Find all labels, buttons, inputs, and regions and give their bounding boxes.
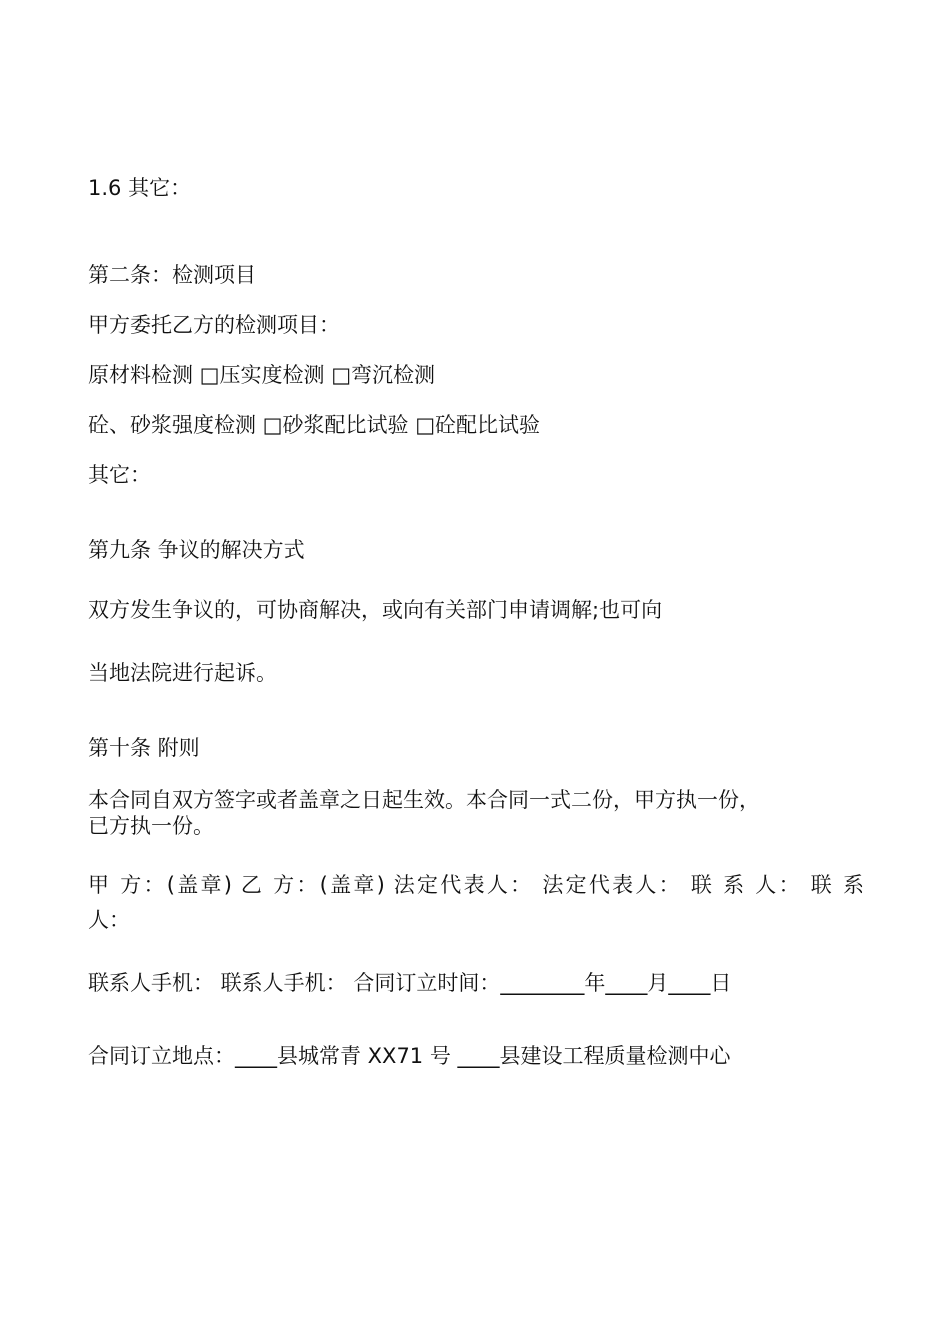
article-9-text-line-2: 当地法院进行起诉。: [88, 661, 277, 685]
article-2-other: 其它：: [88, 463, 151, 487]
article-2-intro: 甲方委托乙方的检测项目：: [88, 313, 340, 337]
article-9-title: 第九条 争议的解决方式: [88, 538, 305, 562]
article-10-title: 第十条 附则: [88, 736, 200, 760]
signature-parties-line-1: 甲 方：(盖章) 乙 方：(盖章) 法定代表人： 法定代表人： 联 系 人： 联 系: [88, 873, 864, 897]
signature-parties-line-2: 人：: [88, 908, 130, 932]
article-9-text-line-1: 双方发生争议的，可协商解决，或向有关部门申请调解;也可向: [88, 598, 663, 622]
contact-phone-and-date: 联系人手机： 联系人手机： 合同订立时间：________年____月____日: [88, 971, 732, 995]
section-1-6-label: 1.6 其它：: [88, 176, 192, 200]
article-2-items-line-1: 原材料检测 □压实度检测 □弯沉检测: [88, 363, 436, 387]
article-2-title: 第二条：检测项目: [88, 263, 256, 287]
contract-place: 合同订立地点：____县城常青 XX71 号 ____县建设工程质量检测中心: [88, 1044, 731, 1068]
article-2-items-line-2: 砼、砂浆强度检测 □砂浆配比试验 □砼配比试验: [88, 413, 541, 437]
article-10-text-line-2: 已方执一份。: [88, 814, 214, 838]
article-10-text-line-1: 本合同自双方签字或者盖章之日起生效。本合同一式二份，甲方执一份，: [88, 788, 760, 812]
